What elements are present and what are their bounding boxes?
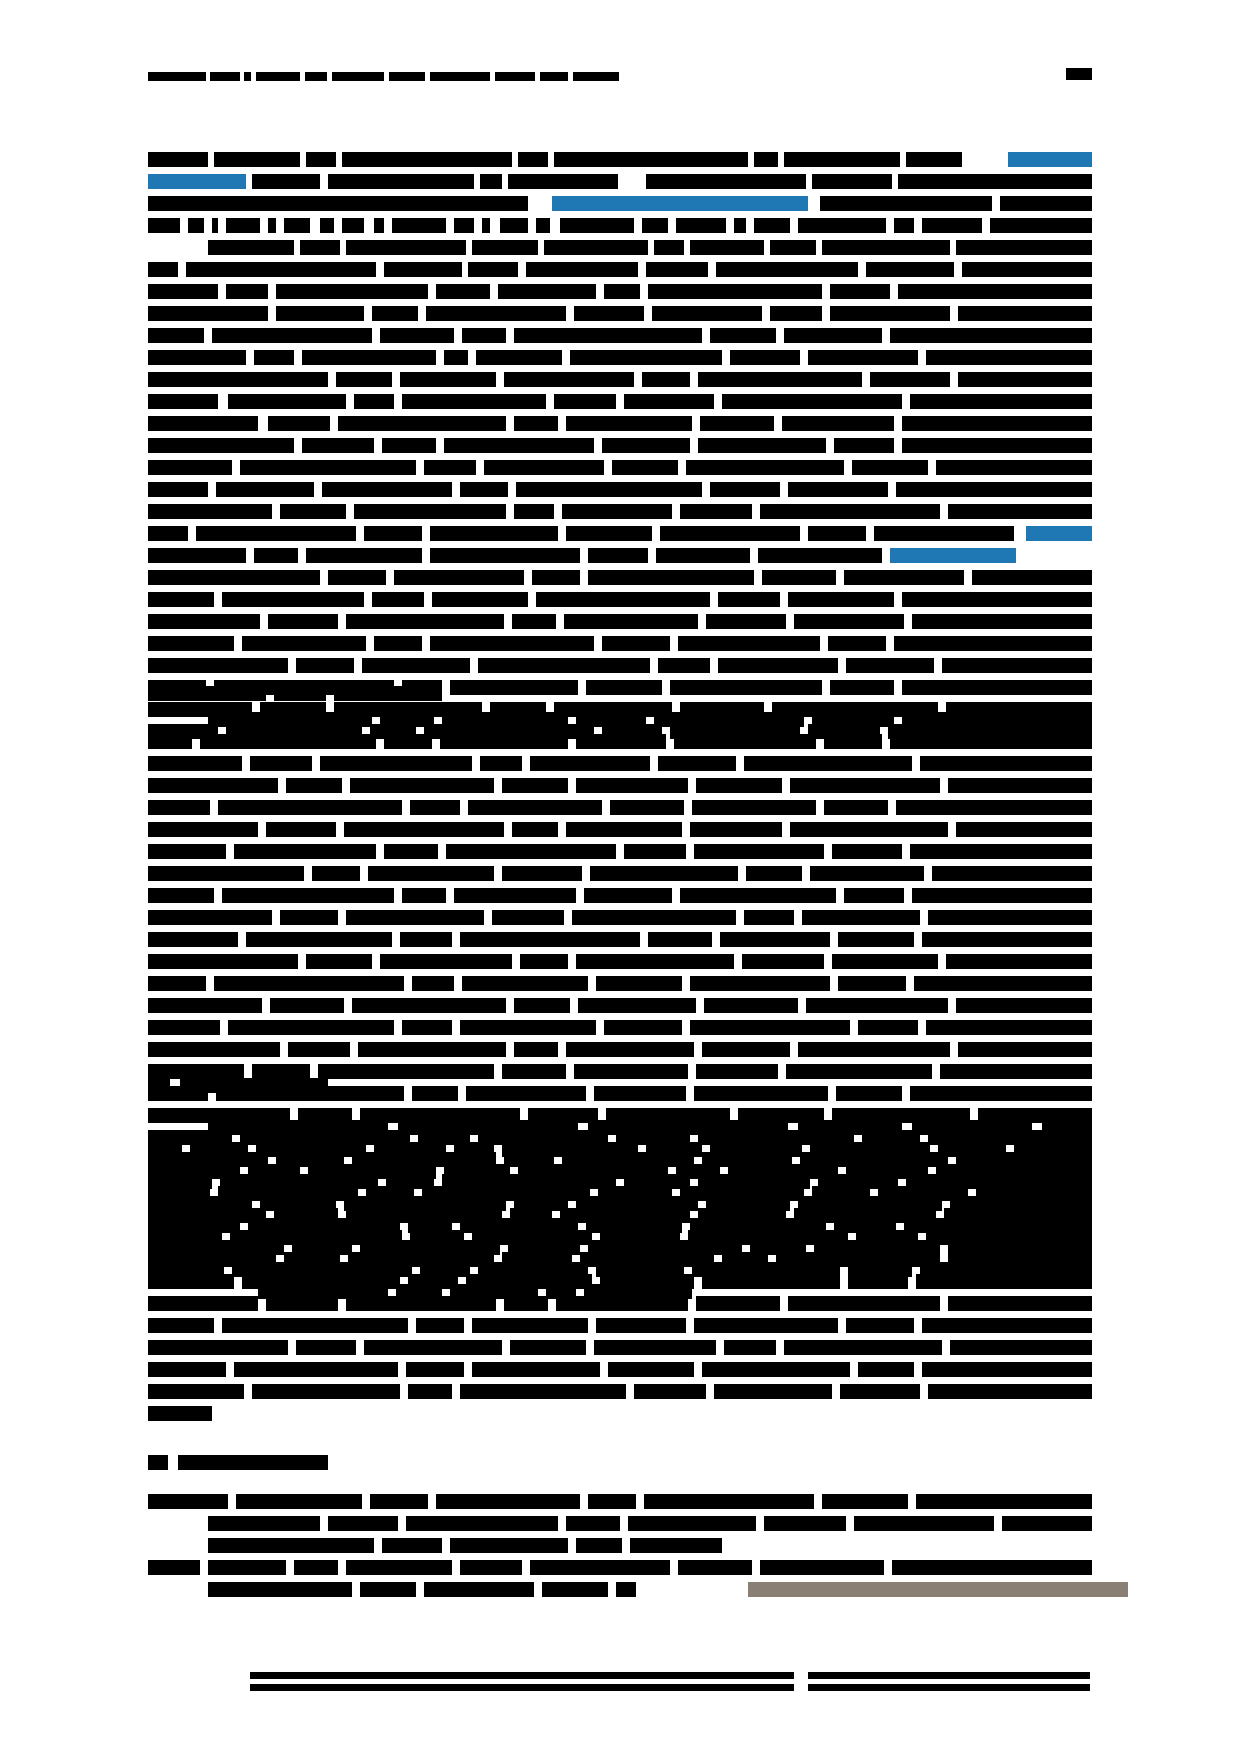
running-head xyxy=(148,70,993,82)
footnote-rule-top xyxy=(250,1672,1090,1679)
paragraph-4 xyxy=(148,1120,1092,1428)
doi-link[interactable] xyxy=(748,1582,1128,1597)
footnote-rule-gap xyxy=(794,1672,808,1692)
paragraph-5 xyxy=(148,1494,1092,1604)
citation-link-4[interactable] xyxy=(890,548,1016,563)
footnote-rule-bottom xyxy=(250,1684,1090,1691)
citation-link-2[interactable] xyxy=(552,196,808,211)
page-number xyxy=(1066,68,1092,80)
citation-link-1[interactable] xyxy=(1008,152,1092,167)
citation-link-3[interactable] xyxy=(1026,526,1092,541)
paragraph-1 xyxy=(148,152,1092,746)
citation-link-1-cont[interactable] xyxy=(148,174,246,189)
paragraph-2 xyxy=(148,686,1092,708)
